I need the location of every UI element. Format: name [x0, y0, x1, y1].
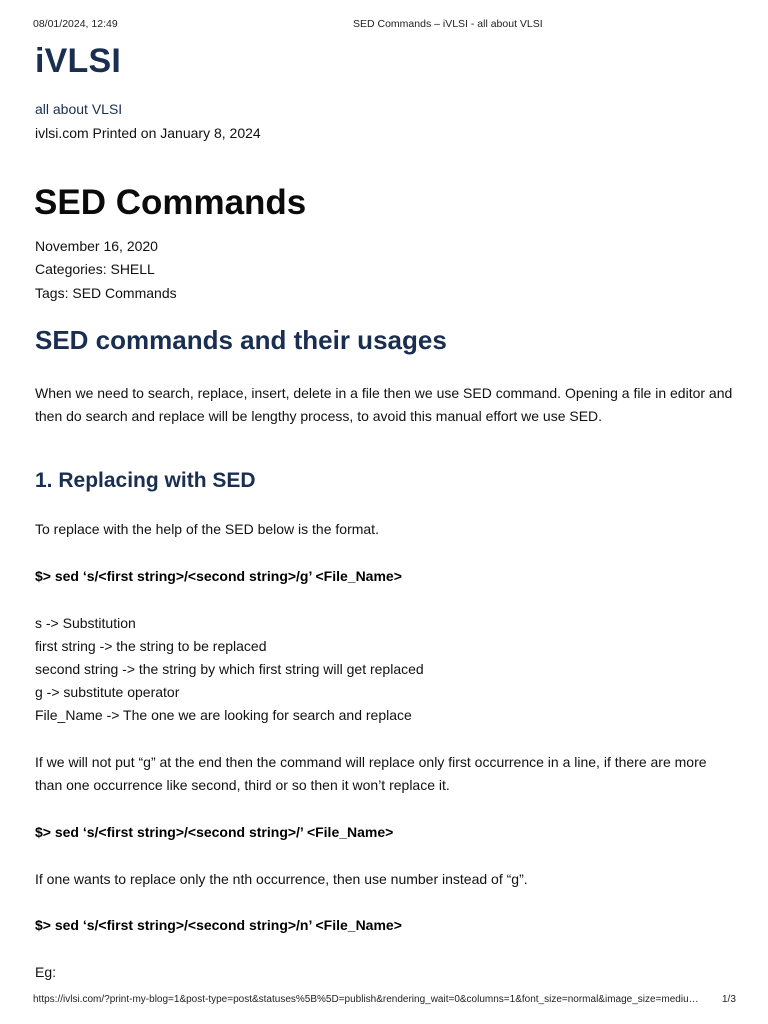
definition-second-string: second string -> the string by which first string will get replaced — [35, 661, 424, 677]
example-label: Eg: — [35, 964, 57, 980]
page-title: SED Commands — [34, 183, 307, 222]
definition-first-string: first string -> the string to be replaced — [35, 638, 267, 654]
section-heading-replacing: 1. Replacing with SED — [35, 469, 256, 492]
replace-format-intro: To replace with the help of the SED below is the format. — [35, 521, 379, 537]
definition-file-name: File_Name -> The one we are looking for search and replace — [35, 707, 412, 723]
page-number: 1/3 — [722, 994, 736, 1005]
post-tags: Tags: SED Commands — [35, 285, 177, 301]
section-heading-main: SED commands and their usages — [35, 325, 447, 355]
site-tagline: all about VLSI — [35, 101, 123, 117]
post-date: November 16, 2020 — [35, 238, 158, 254]
site-title: iVLSI — [35, 42, 122, 80]
definition-s: s -> Substitution — [35, 615, 136, 631]
print-datetime: 08/01/2024, 12:49 — [33, 18, 118, 30]
print-document-title: SED Commands – iVLSI - all about VLSI — [353, 18, 543, 30]
nth-occurrence-text: If one wants to replace only the nth occurrence, then use number instead of “g”. — [35, 871, 528, 887]
note-paragraph: If we will not put “g” at the end then the command will replace only first occurrence in a line, if there are more than one occurrence like second, third or so then it won’t replace it. — [35, 754, 707, 793]
definition-g: g -> substitute operator — [35, 684, 180, 700]
sed-command-global: $> sed ‘s/<first string>/<second string>/g’ <File_Name> — [35, 568, 402, 584]
intro-paragraph: When we need to search, replace, insert, delete in a file then we use SED command. Opening a file in editor and then do search and replace will be lengthy process, to avoid this manual effort we use SED. — [35, 385, 733, 424]
sed-command-nth: $> sed ‘s/<first string>/<second string>/n’ <File_Name> — [35, 917, 402, 933]
printed-on-line: ivlsi.com Printed on January 8, 2024 — [35, 125, 261, 141]
print-url: https://ivlsi.com/?print-my-blog=1&post-type=post&statuses%5B%5D=publish&rendering_wait=0&columns=1&font_size=normal&image_size=mediu… — [33, 994, 699, 1005]
post-categories: Categories: SHELL — [35, 261, 155, 277]
sed-command-first: $> sed ‘s/<first string>/<second string>/’ <File_Name> — [35, 824, 394, 840]
